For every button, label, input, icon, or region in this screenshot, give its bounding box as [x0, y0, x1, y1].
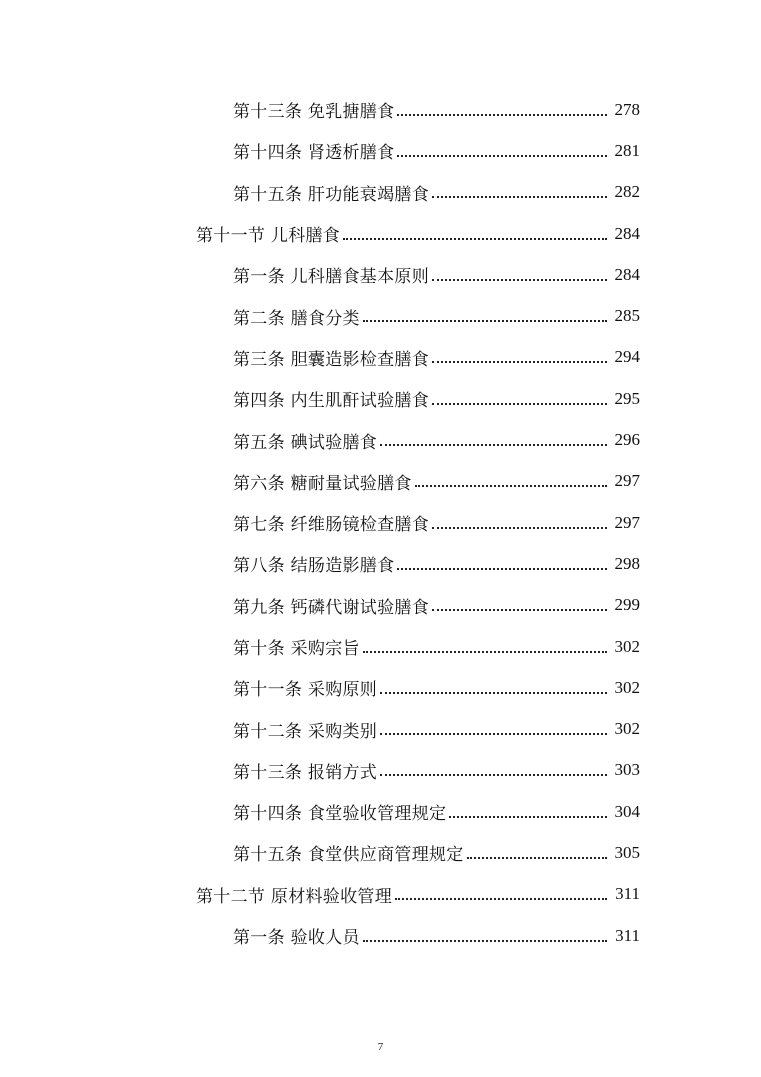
toc-page-number: 285	[614, 306, 640, 326]
toc-entry-title: 第十五条 食堂供应商管理规定	[233, 845, 464, 866]
toc-entry[interactable]	[0, 172, 761, 213]
dot-leader	[363, 320, 607, 322]
toc-entry-title: 第一条 儿科膳食基本原则	[233, 267, 430, 288]
toc-page-number: 295	[614, 388, 640, 408]
toc-entry[interactable]	[0, 89, 761, 130]
dot-leader	[397, 568, 607, 570]
toc-entry-title: 第九条 钙磷代谢试验膳食	[233, 597, 430, 618]
toc-entry-title: 第十三条 报销方式	[233, 762, 378, 783]
dot-leader	[432, 403, 607, 405]
toc-page-number: 311	[615, 925, 640, 945]
toc-page-number: 284	[614, 264, 640, 284]
toc-page-number: 296	[614, 430, 640, 450]
toc-entry-title: 第四条 内生肌酐试验膳食	[233, 391, 430, 412]
toc-page-number: 278	[614, 99, 640, 119]
toc-page-number: 302	[614, 636, 640, 656]
toc-page-number: 311	[615, 884, 640, 904]
dot-leader	[363, 651, 607, 653]
dot-leader	[380, 444, 607, 446]
toc-section-entry[interactable]	[0, 213, 761, 254]
dot-leader	[380, 692, 607, 694]
dot-leader	[380, 733, 607, 735]
toc-entry[interactable]	[0, 378, 761, 419]
toc-entry-title: 第一条 验收人员	[233, 928, 360, 949]
toc-entry[interactable]	[0, 543, 761, 584]
dot-leader	[380, 774, 607, 776]
toc-entry[interactable]	[0, 585, 761, 626]
toc-entry[interactable]	[0, 337, 761, 378]
toc-entry-title: 第七条 纤维肠镜检查膳食	[233, 515, 430, 536]
toc-entry-title: 第十二条 采购类别	[233, 721, 378, 742]
dot-leader	[432, 361, 607, 363]
dot-leader	[432, 279, 607, 281]
toc-page-number: 305	[614, 842, 640, 862]
toc-entry[interactable]	[0, 832, 761, 873]
dot-leader	[395, 898, 607, 900]
toc-entry[interactable]	[0, 708, 761, 749]
toc-page-number: 303	[614, 760, 640, 780]
toc-entry[interactable]	[0, 791, 761, 832]
toc-page-number: 297	[614, 471, 640, 491]
toc-section-title: 第十一节 儿科膳食	[196, 226, 341, 247]
toc-entry-title: 第十四条 肾透析膳食	[233, 143, 395, 164]
toc-entry-title: 第十条 采购宗旨	[233, 639, 360, 659]
toc-entry-title: 第十四条 食堂验收管理规定	[233, 804, 447, 825]
dot-leader	[397, 114, 607, 116]
dot-leader	[397, 155, 607, 157]
dot-leader	[343, 238, 607, 240]
dot-leader	[432, 196, 607, 198]
toc-page-number: 299	[614, 595, 640, 615]
table-of-contents	[0, 89, 761, 956]
dot-leader	[432, 527, 607, 529]
toc-entry-title: 第十一条 采购原则	[233, 680, 378, 701]
dot-leader	[449, 816, 607, 818]
page-footer-number: 7	[377, 1041, 384, 1053]
toc-entry[interactable]	[0, 915, 761, 956]
toc-page-number: 302	[614, 719, 640, 739]
toc-page-number: 298	[614, 553, 640, 573]
toc-entry[interactable]	[0, 750, 761, 791]
dot-leader	[363, 940, 607, 942]
toc-page-number: 281	[614, 140, 640, 160]
toc-entry-title: 第二条 膳食分类	[233, 308, 360, 329]
toc-page-number: 282	[614, 182, 640, 202]
toc-page-number: 302	[614, 677, 640, 697]
toc-page-number: 294	[614, 347, 640, 367]
toc-entry-title: 第十五条 肝功能衰竭膳食	[233, 184, 430, 205]
toc-entry-title: 第八条 结肠造影膳食	[233, 556, 395, 577]
toc-entry[interactable]	[0, 626, 761, 667]
toc-page-number: 297	[614, 512, 640, 532]
toc-entry[interactable]	[0, 254, 761, 295]
toc-entry-title: 第五条 碘试验膳食	[233, 432, 378, 453]
toc-entry-title: 第十三条 免乳搪膳食	[233, 102, 395, 123]
dot-leader	[467, 857, 607, 859]
toc-section-title: 第十二节 原材料验收管理	[196, 886, 393, 907]
toc-section-entry[interactable]	[0, 874, 761, 915]
toc-entry[interactable]	[0, 667, 761, 708]
dot-leader	[432, 609, 607, 611]
toc-entry-title: 第六条 糖耐量试验膳食	[233, 473, 412, 494]
toc-entry[interactable]	[0, 295, 761, 336]
toc-entry[interactable]	[0, 419, 761, 460]
toc-entry[interactable]	[0, 502, 761, 543]
toc-entry[interactable]	[0, 461, 761, 502]
toc-page-number: 284	[614, 223, 640, 243]
toc-entry[interactable]	[0, 130, 761, 171]
toc-page-number: 304	[614, 801, 640, 821]
toc-entry-title: 第三条 胆囊造影检查膳食	[233, 349, 430, 370]
dot-leader	[415, 485, 607, 487]
